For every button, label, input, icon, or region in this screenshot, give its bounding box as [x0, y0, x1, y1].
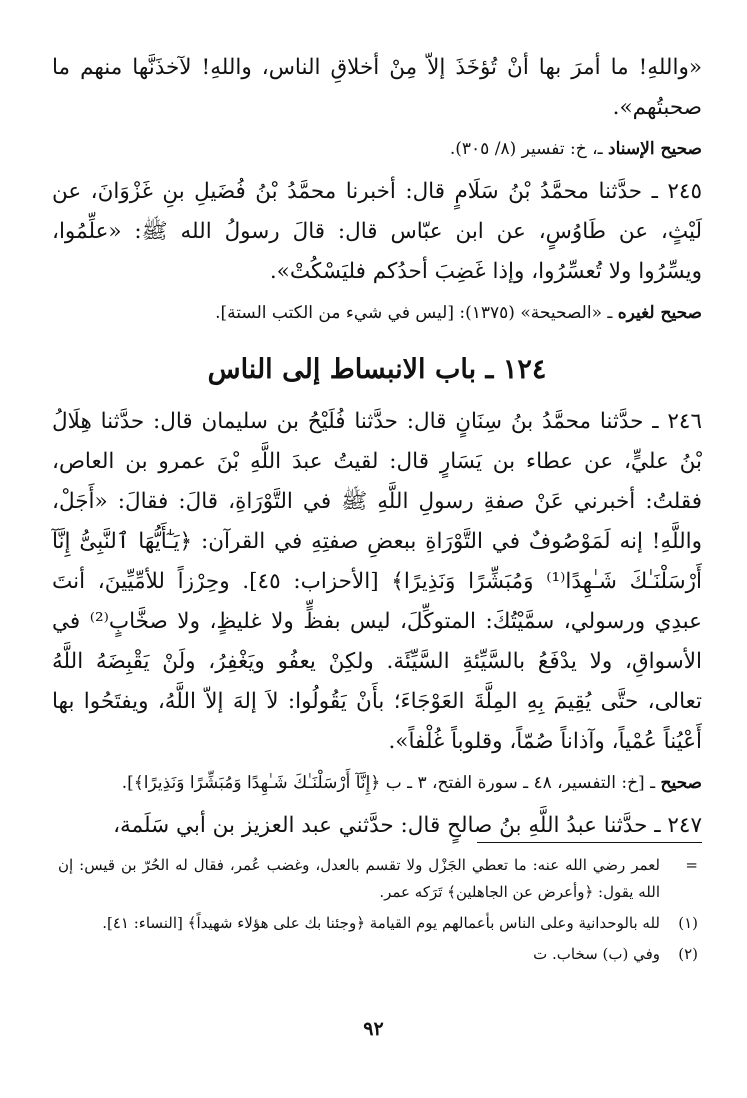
hadith-continuation-text: «واللهِ! ما أمرَ بها أنْ تُؤخَذَ إلاّ مِنْ أخلاقِ الناس، واللهِ! لآخذَنَّها منهم ما صحبتُهم». — [52, 55, 702, 120]
footnote-text: لله بالوحدانية وعلى الناس بأعمالهم يوم القيامة ﴿وجئنا بك على هؤلاء شهيداً﴾ [النساء: ٤١]. — [102, 914, 660, 932]
hadith-247-text: ٢٤٧ ـ حدَّثنا عبدُ اللَّهِ بنُ صالحٍ قال: حدَّثني عبد العزيز بن أبي سَلَمة، — [113, 813, 702, 838]
footnote-item — [58, 910, 698, 937]
grade-label: صحيح الإسناد — [608, 139, 702, 159]
grading-note — [52, 768, 702, 798]
page-body — [52, 48, 702, 846]
hadith-246-text: ٢٤٦ ـ حدَّثنا محمَّدُ بنُ سِنَانٍ قال: حدَّثنا فُلَيْحُ بن سليمان قال: حدَّثنا هِلَالُ بْنُ عليٍّ، عن عطاء بن يَسَارٍ قال: لقيتُ عبدَ اللَّهِ بْنَ عمرو بن العاص، فقلتُ: أخبرني عَنْ صفةِ رسولِ اللَّهِ ﷺ في التَّوْرَاةِ، قالَ: فقالَ: «أَجَلْ، واللَّهِ! إنه لَمَوْصُوفٌ في التَّوْرَاةِ ببعضِ صفتِهِ في القرآن: ﴿يَـٰٓأَيُّهَا ٱلنَّبِىُّ إِنَّآ أَرْسَلْنَـٰكَ شَـٰهِدًا⁽¹⁾ وَمُبَشِّرًا وَنَذِيرًا﴾ [الأحزاب: ٤٥]. وحِرْزاً للأمِّيِّينَ، أنتَ عبدِي ورسولي، سمَّيْتُكَ: المتوكِّلَ، ليس بفظٍّ ولا غليظٍ، ولا صخَّابٍ⁽²⁾ في الأسواقِ، ولا يدْفَعُ بالسَّيِّئةِ السَّيِّئَة. ولكِنْ يعفُو ويَغْفِرُ، ولَنْ يَقْبِضَهُ اللَّهُ تعالى، حتَّى يُقِيمَ بِهِ المِلَّةَ العَوْجَاءَ؛ بأَنْ يَقُولُوا: لاَ إلهَ إلاّ اللَّهُ، ويفتَحُوا بها أَعْيُناً عُمْياً، وآذاناً صُمّاً، وقلوباً غُلْفاً». — [52, 409, 703, 754]
footnote-marker: (٢) — [678, 945, 698, 963]
footnote-marker: = — [685, 856, 698, 874]
footnote-divider — [477, 842, 702, 843]
footnotes — [58, 852, 698, 972]
footnote-marker: (١) — [678, 914, 698, 932]
footnote-text: وفي (ب) سخاب. ت — [533, 945, 660, 963]
footnote-text: لعمر رضي الله عنه: ما تعطي الجَزْل ولا تقسم بالعدل، وغضب عُمر، فقال له الحُرّ بن قيس: إن الله يقول: ﴿وأعرض عن الجاهلين﴾ تَرَكه عمر. — [58, 856, 660, 901]
footnote-item — [58, 941, 698, 968]
page-number: ٩٢ — [363, 1018, 384, 1040]
grade-label: صحيح لغيره — [617, 303, 702, 323]
grading-note — [52, 134, 702, 164]
hadith-245-text: ٢٤٥ ـ حدَّثنا محمَّدُ بْنُ سَلَامٍ قال: أخبرنا محمَّدُ بْنُ فُضَيلِ بنِ غَزْوَانَ، عن لَيْثٍ، عن طَاوُسٍ، عن ابن عبّاس قال: قالَ رسولُ الله ﷺ: «علِّمُوا، ويسِّرُوا ولا تُعسِّرُوا، وإذا غَضِبَ أحدُكم فليَسْكُتْ». — [52, 179, 702, 284]
footnote-item — [58, 852, 698, 906]
grade-reference: ـ، خ: تفسير (٨/ ٣٠٥). — [449, 139, 609, 159]
grade-reference: ـ [خ: التفسير، ٤٨ ـ سورة الفتح، ٣ ـ ب ﴿إِنَّآ أَرْسَلْنَـٰكَ شَـٰهِدًا وَمُبَشِّرًا وَنَذِيرًا﴾]. — [121, 773, 661, 793]
grading-note — [52, 298, 702, 328]
grade-label: صحيح — [660, 773, 702, 793]
grade-reference: ـ «الصحيحة» (١٣٧٥): [ليس في شيء من الكتب الستة]. — [215, 303, 618, 323]
chapter-heading: ١٢٤ ـ باب الانبساط إلى الناس — [207, 354, 547, 385]
